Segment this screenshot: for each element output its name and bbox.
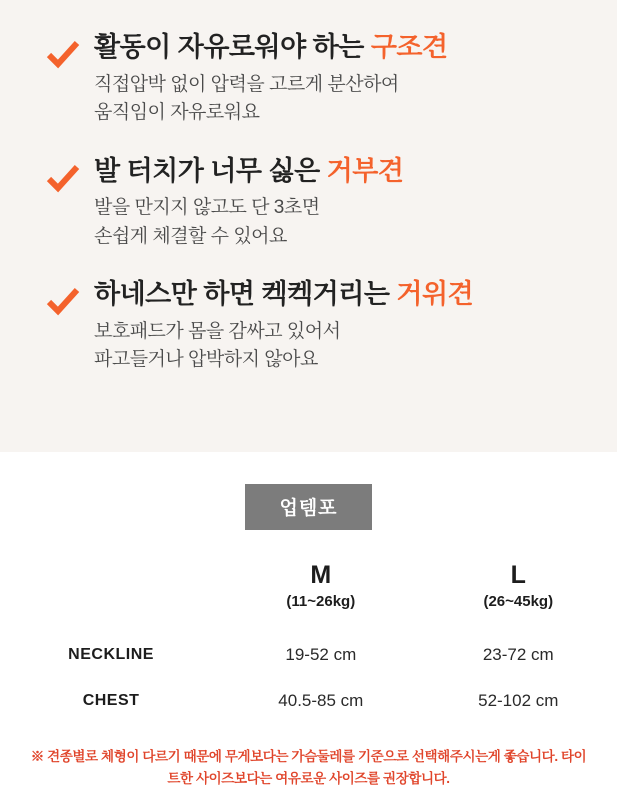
feature-title-accent: 구조견	[370, 32, 448, 62]
size-note	[30, 746, 587, 789]
check-icon	[46, 285, 80, 319]
feature-desc-line1: 직접압박 없이 압력을 고르게 분산하여	[94, 73, 399, 95]
feature-title-plain: 활동이 자유로워야 하는	[94, 32, 371, 62]
cell-chest-m: 40.5-85 cm	[278, 691, 364, 710]
feature-text	[94, 30, 448, 128]
cell-neckline-m: 19-52 cm	[285, 645, 357, 664]
check-icon	[46, 162, 80, 196]
feature-text	[94, 277, 473, 375]
feature-title-accent: 거부견	[326, 155, 404, 186]
size-name-m: M	[310, 561, 332, 589]
check-icon	[46, 38, 80, 72]
size-weight-m: (11~26kg)	[286, 593, 356, 610]
feature-item	[0, 30, 617, 128]
size-table	[0, 560, 617, 724]
feature-title	[94, 30, 448, 65]
table-row-size-weights	[0, 592, 617, 632]
feature-text	[94, 154, 403, 252]
table-row	[0, 632, 617, 678]
feature-desc-line2: 움직임이 자유로워요	[94, 102, 260, 124]
feature-desc-line2: 손쉽게 체결할 수 있어요	[94, 225, 287, 247]
feature-title-accent: 거위견	[396, 279, 474, 310]
feature-title-plain: 하네스만 하면 켁켁거리는	[94, 279, 397, 310]
feature-item	[0, 154, 617, 252]
table-row	[0, 678, 617, 724]
size-table-title-wrap	[0, 484, 617, 530]
table-corner-cell	[0, 592, 222, 632]
feature-title	[94, 154, 403, 189]
size-name-l: L	[510, 561, 526, 589]
size-note-line2: 좋습니다. 타이트한 사이즈보다는 여유로운 사이즈를 권장합니다.	[167, 749, 587, 786]
cell-neckline-l: 23-72 cm	[482, 645, 554, 664]
feature-title-plain: 발 터치가 너무 싫은	[94, 155, 327, 186]
feature-desc-line1: 발을 만지지 않고도 단 3초면	[94, 197, 320, 219]
feature-desc-line1: 보호패드가 몸을 감싸고 있어서	[94, 320, 341, 342]
size-table-section	[0, 452, 617, 795]
feature-title	[94, 277, 473, 312]
table-row-size-names	[0, 560, 617, 592]
size-table-title: 업템포	[245, 484, 371, 530]
feature-item	[0, 277, 617, 375]
cell-chest-l: 52-102 cm	[478, 691, 559, 710]
row-label-chest: CHEST	[82, 692, 140, 709]
feature-desc-line2: 파고들거나 압박하지 않아요	[94, 349, 318, 371]
table-corner-cell	[0, 560, 222, 592]
row-label-neckline: NECKLINE	[68, 646, 154, 663]
size-weight-l: (26~45kg)	[483, 593, 554, 610]
size-note-line1: ※ 견종별로 체형이 다르기 때문에 무게보다는 가슴둘레를 기준으로 선택해주시는게	[30, 749, 501, 764]
